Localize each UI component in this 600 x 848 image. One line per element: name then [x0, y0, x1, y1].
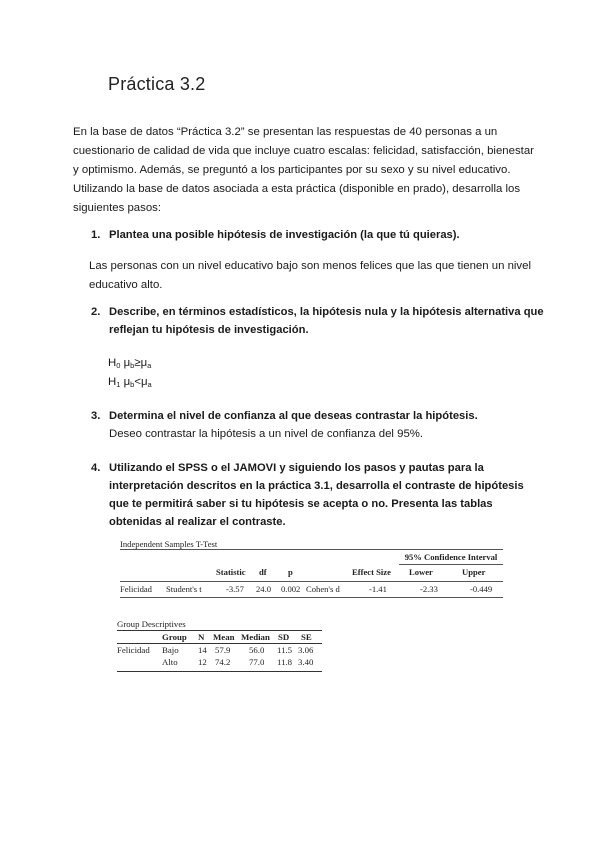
ci-header: 95% Confidence Interval	[404, 552, 498, 562]
table-rule	[120, 581, 503, 582]
column-header: Upper	[462, 567, 486, 577]
question-line: interpretación descritos en la práctica 3.1, desarrolla el contraste de hipótesis	[109, 480, 524, 492]
table-rule	[117, 671, 322, 672]
intro-line: cuestionario de calidad de vida que incluye cuatro escalas: felicidad, satisfacción, bienestar	[73, 145, 534, 157]
question-line: reflejan tu hipótesis de investigación.	[109, 324, 309, 336]
answer-line: Las personas con un nivel educativo bajo son menos felices que las que tienen un nivel	[89, 260, 531, 272]
question-number: 2.	[91, 306, 101, 318]
answer-3: Deseo contrastar la hipótesis a un nivel de confianza del 95%.	[109, 428, 424, 440]
column-header: Effect Size	[352, 567, 391, 577]
question-number: 1.	[91, 229, 101, 241]
table-rule	[117, 630, 322, 631]
table-rule	[120, 597, 503, 598]
table-caption: Independent Samples T-Test	[120, 539, 218, 549]
intro-paragraph	[73, 123, 533, 218]
table-caption: Group Descriptives	[117, 619, 186, 629]
alternative-hypothesis: $H_1$ $\mu_b<\mu_a$	[108, 376, 152, 389]
intro-line: siguientes pasos:	[73, 202, 162, 214]
intro-line: En la base de datos “Práctica 3.2” se presentan las respuestas de 40 personas a un	[73, 126, 498, 138]
table-rule	[117, 643, 322, 644]
table-header-row	[120, 567, 503, 579]
question-3	[91, 407, 531, 425]
column-header: df	[259, 567, 267, 577]
column-header: Lower	[409, 567, 433, 577]
column-header: p	[288, 567, 293, 577]
table-rule	[120, 549, 503, 550]
question-text: Determina el nivel de confianza al que deseas contrastar la hipótesis.	[109, 410, 478, 422]
null-hypothesis: $H_0$ $\mu_b\ge\mu_a$	[108, 357, 152, 370]
column-header: Statistic	[216, 567, 246, 577]
answer-line: educativo alto.	[89, 279, 163, 291]
question-line: que te permitirá saber si tu hipótesis se acepta o no. Presenta las tablas	[109, 498, 493, 510]
question-number: 4.	[91, 462, 101, 474]
question-text: Plantea una posible hipótesis de investigación (la que tú quieras).	[109, 229, 460, 241]
ci-rule	[399, 564, 503, 565]
row-variable: Felicidad	[117, 645, 150, 655]
page-title: Práctica 3.2	[108, 74, 206, 94]
intro-line: Utilizando la base de datos asociada a esta práctica (disponible en prado), desarrolla los	[73, 183, 521, 195]
question-line: obtenidas al realizar el contraste.	[109, 516, 286, 528]
answer-1	[89, 257, 531, 295]
question-2	[91, 303, 544, 339]
question-4	[91, 459, 531, 531]
question-line: Utilizando el SPSS o el JAMOVI y siguiendo los pasos y pautas para la	[109, 462, 484, 474]
table-row: Felicidad Student's t -3.57 24.0 0.002 Cohen's d -1.41 -2.33 -0.449	[120, 584, 493, 594]
question-1	[91, 226, 531, 244]
question-line: Describe, en términos estadísticos, la hipótesis nula y la hipótesis alternativa que	[109, 306, 544, 318]
intro-line: y optimismo. Además, se preguntó a los participantes por su sexo y su nivel educativo.	[73, 164, 511, 176]
question-number: 3.	[91, 410, 101, 422]
